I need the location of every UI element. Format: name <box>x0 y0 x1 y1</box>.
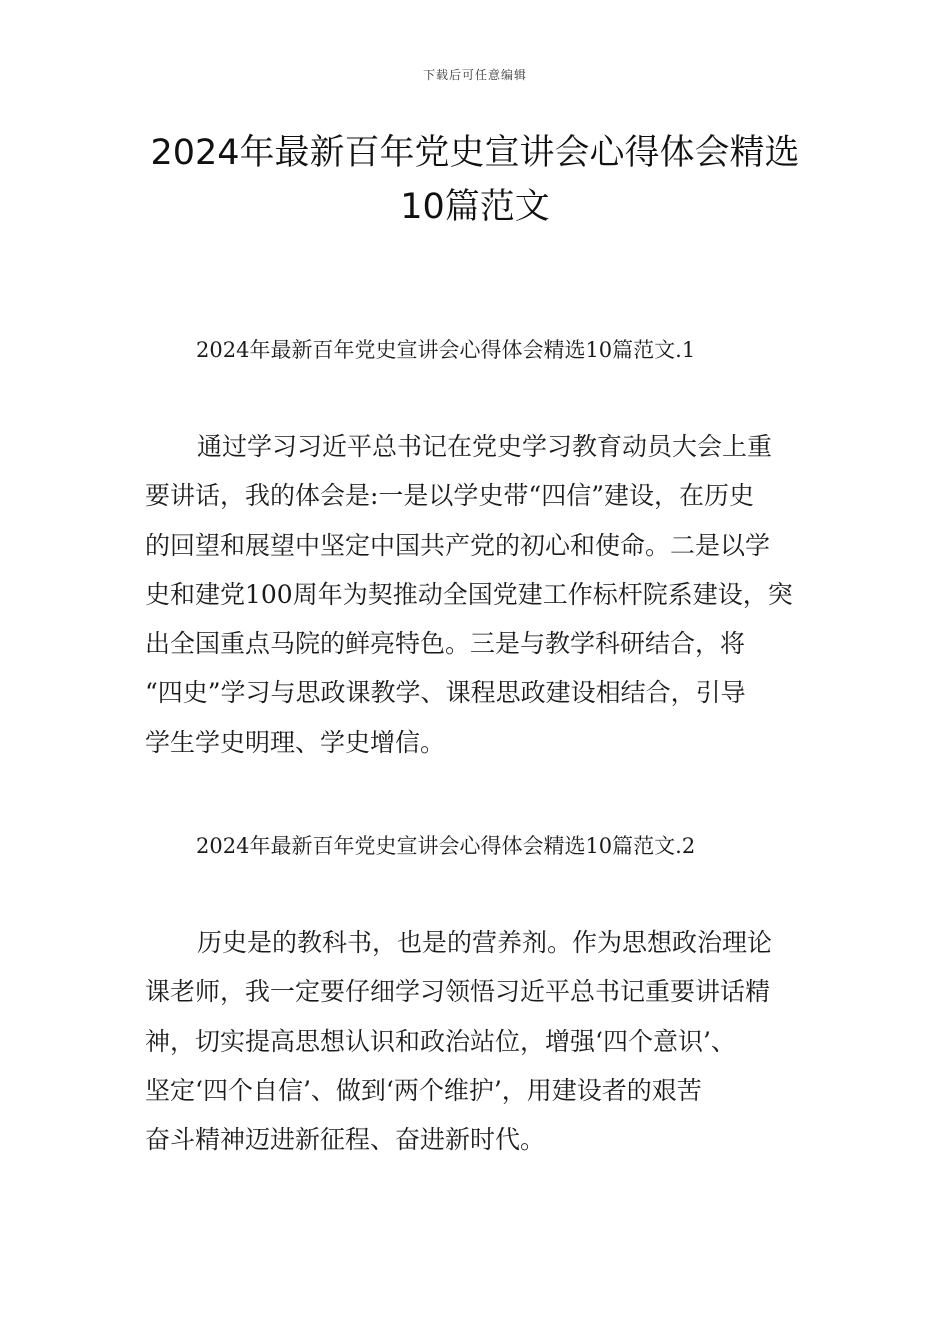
paragraph-line: 史和建党100周年为契推动全国党建工作标杆院系建设，突 <box>145 579 793 609</box>
paragraph-line: 课老师，我一定要仔细学习领悟习近平总书记重要讲话精 <box>145 977 771 1007</box>
paragraph-line: 奋斗精神迈进新征程、奋进新时代。 <box>145 1125 546 1155</box>
paragraph-line: 通过学习习近平总书记在党史学习教育动员大会上重 <box>197 432 773 461</box>
paragraph-line: “四史”学习与思政课教学、课程思政建设相结合，引导 <box>145 678 746 708</box>
title-line-1: 2024年最新百年党史宣讲会心得体会精选 <box>150 133 800 173</box>
section-paragraph-2 <box>145 918 810 1164</box>
section-heading-1: 2024年最新百年党史宣讲会心得体会精选10篇范文.1 <box>196 338 696 362</box>
paragraph-line: 学生学史明理、学史增信。 <box>145 727 446 757</box>
section-heading-2: 2024年最新百年党史宣讲会心得体会精选10篇范文.2 <box>196 834 696 858</box>
paragraph-line: 的回望和展望中坚定中国共产党的初心和使命。二是以学 <box>145 530 771 560</box>
header-note: 下载后可任意编辑 <box>422 68 527 82</box>
document-title <box>120 126 830 234</box>
paragraph-line: 要讲话，我的体会是:一是以学史带“四信”建设，在历史 <box>145 481 754 511</box>
title-line-2: 10篇范文 <box>400 187 550 227</box>
paragraph-line: 坚定‘四个自信’、做到‘两个维护’，用建设者的艰苦 <box>145 1075 702 1105</box>
paragraph-line: 出全国重点马院的鲜亮特色。三是与教学科研结合，将 <box>145 629 746 659</box>
section-paragraph-1 <box>145 422 810 767</box>
paragraph-line: 历史是的教科书，也是的营养剂。作为思想政治理论 <box>197 928 773 957</box>
paragraph-line: 神，切实提高思想认识和政治站位，增强‘四个意识’、 <box>145 1026 736 1056</box>
